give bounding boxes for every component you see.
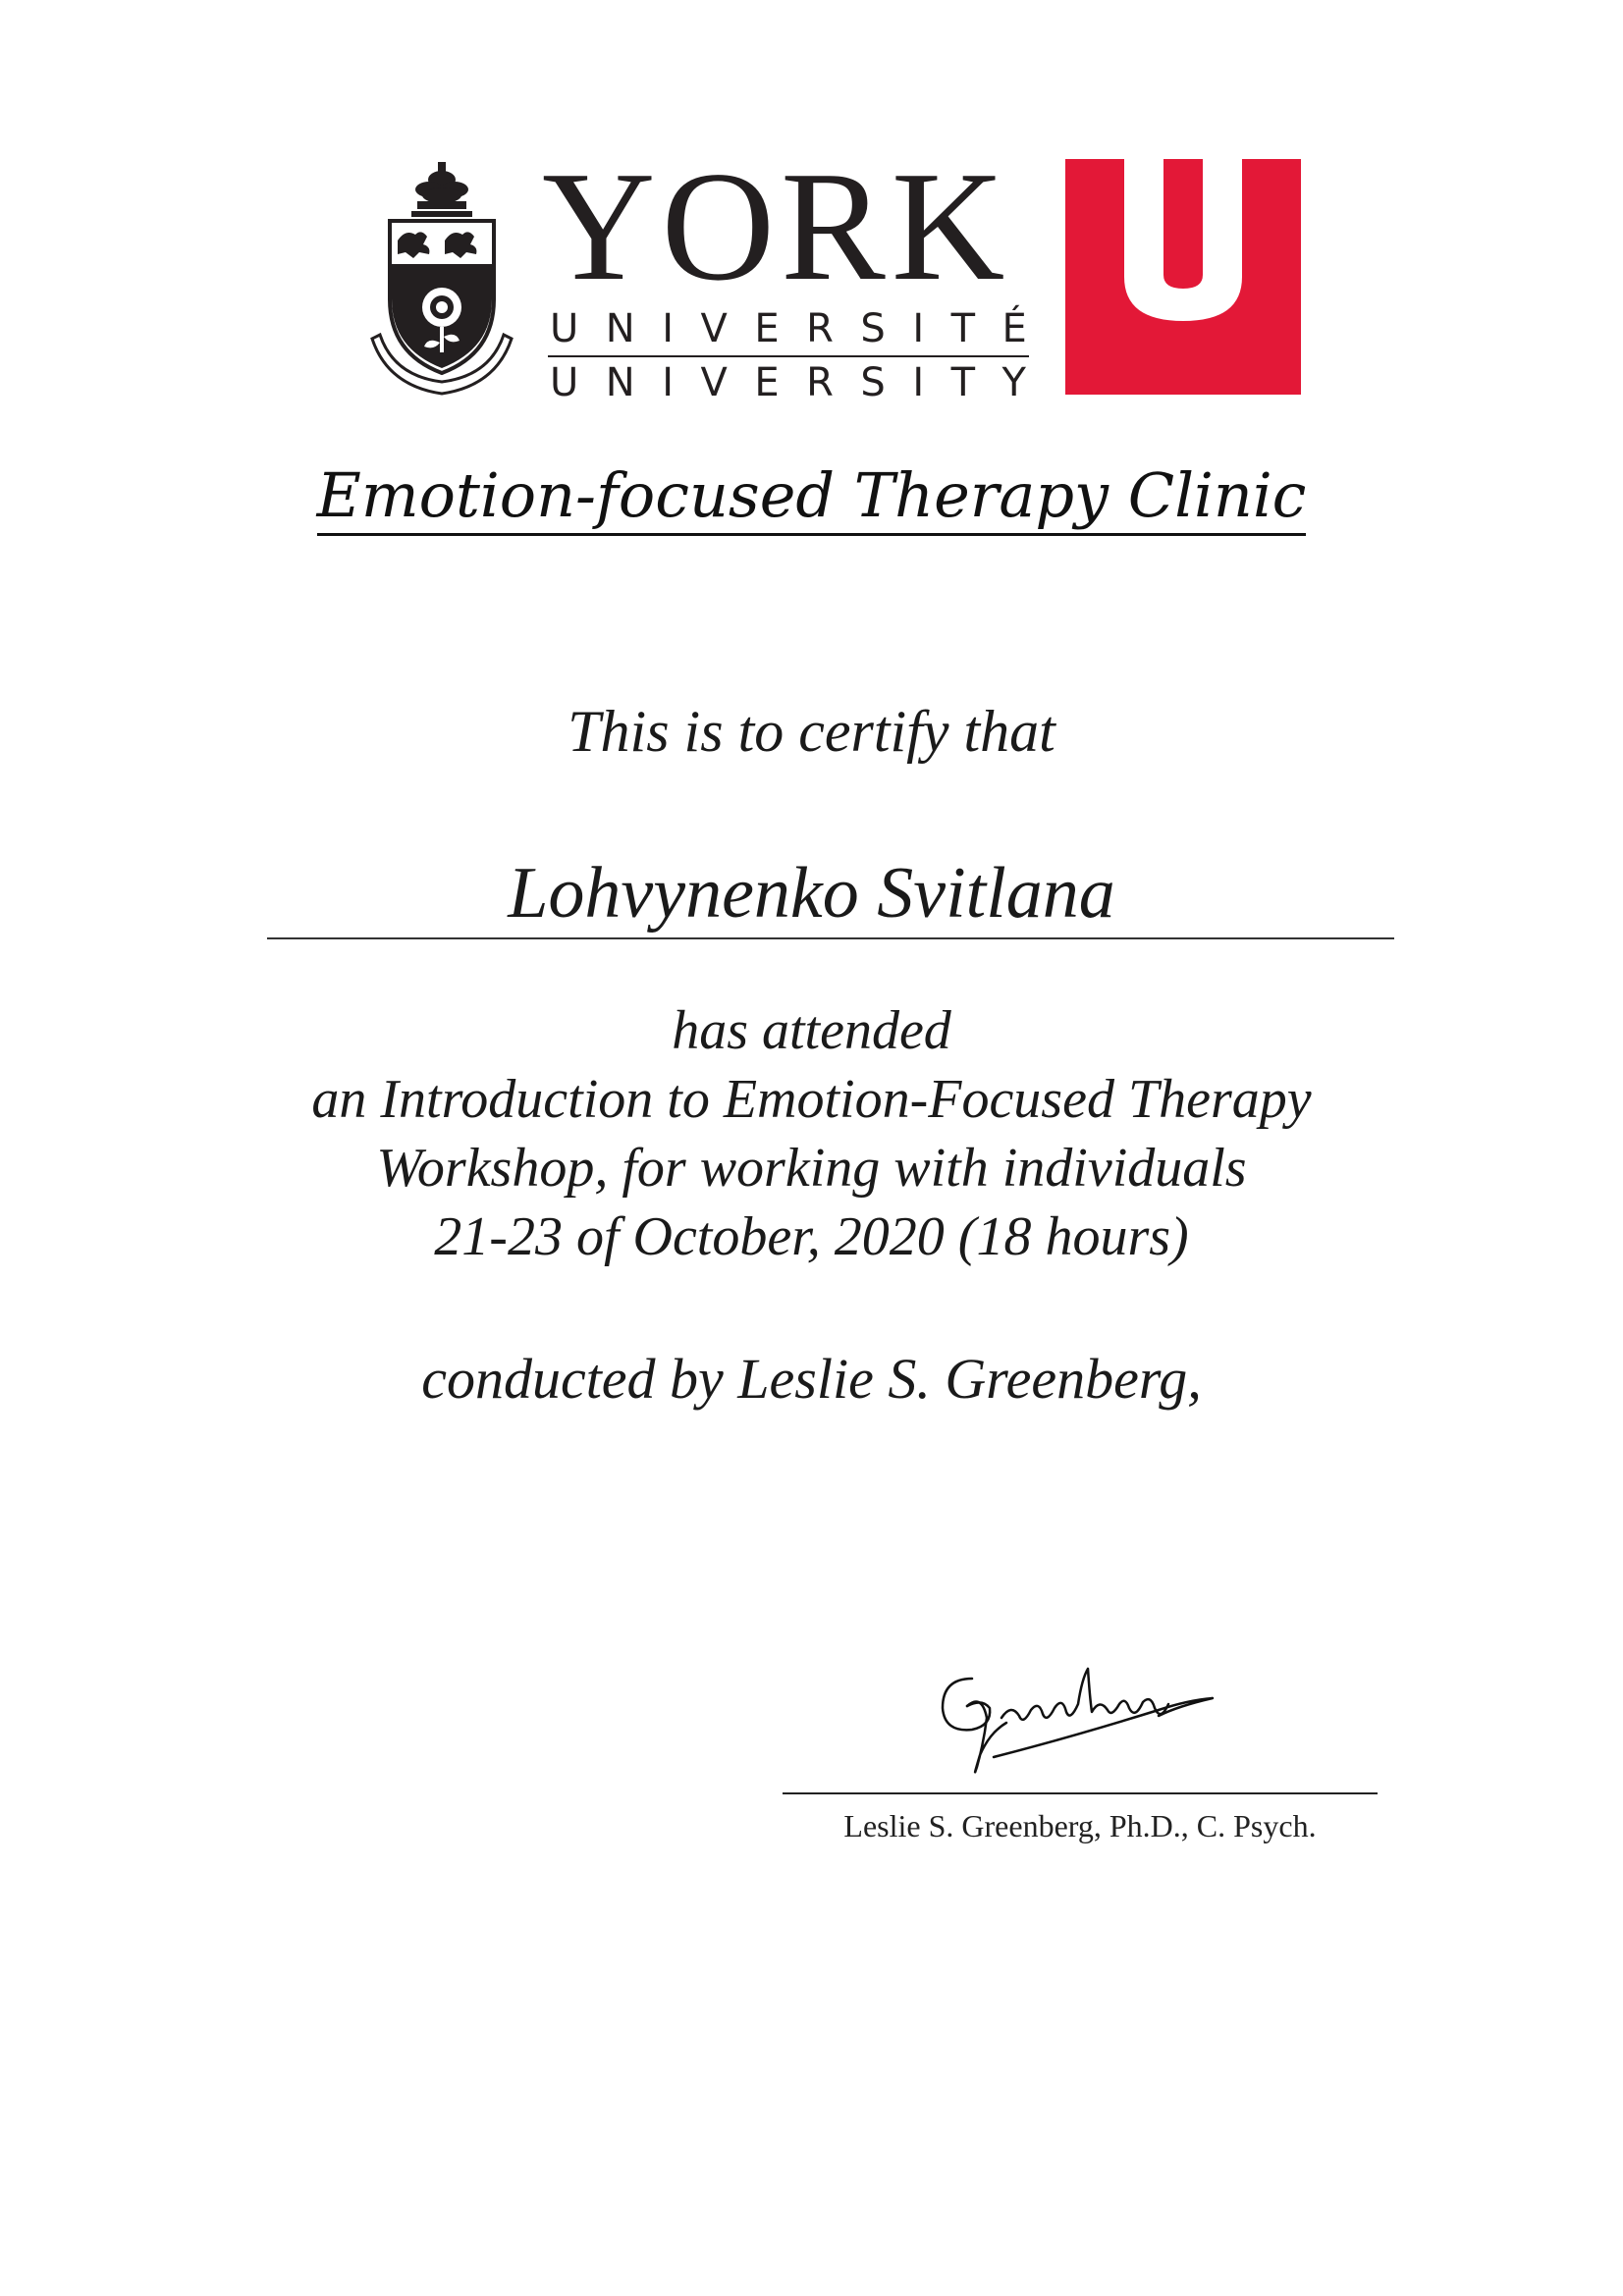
york-wordmark: YORK [542, 138, 1011, 313]
body-line: an Introduction to Emotion-Focused Therapy [311, 1069, 1312, 1130]
certificate-body [0, 996, 1623, 1271]
recipient-name: Lohvynenko Svitlana [508, 853, 1115, 934]
clinic-title-text: Emotion-focused Therapy Clinic [317, 459, 1307, 536]
clinic-title [0, 452, 1623, 540]
body-line: has attended [672, 1000, 951, 1061]
handwritten-signature [933, 1639, 1217, 1787]
university-crest-icon [368, 162, 515, 402]
logo-divider [548, 355, 1029, 357]
signature-line [783, 1792, 1378, 1794]
recipient-underline [267, 937, 1394, 939]
universite-wordmark: UNIVERSITÉ [550, 306, 1055, 351]
body-line: Workshop, for working with individuals [376, 1138, 1247, 1199]
certify-text: This is to certify that [568, 699, 1055, 764]
body-line: 21-23 of October, 2020 (18 hours) [434, 1206, 1189, 1267]
conducted-by-text: conducted by Leslie S. Greenberg, [421, 1347, 1202, 1411]
university-wordmark: UNIVERSITY [550, 360, 1054, 405]
york-u-logo-icon [1065, 159, 1301, 395]
signatory-caption: Leslie S. Greenberg, Ph.D., C. Psych. [843, 1808, 1317, 1843]
